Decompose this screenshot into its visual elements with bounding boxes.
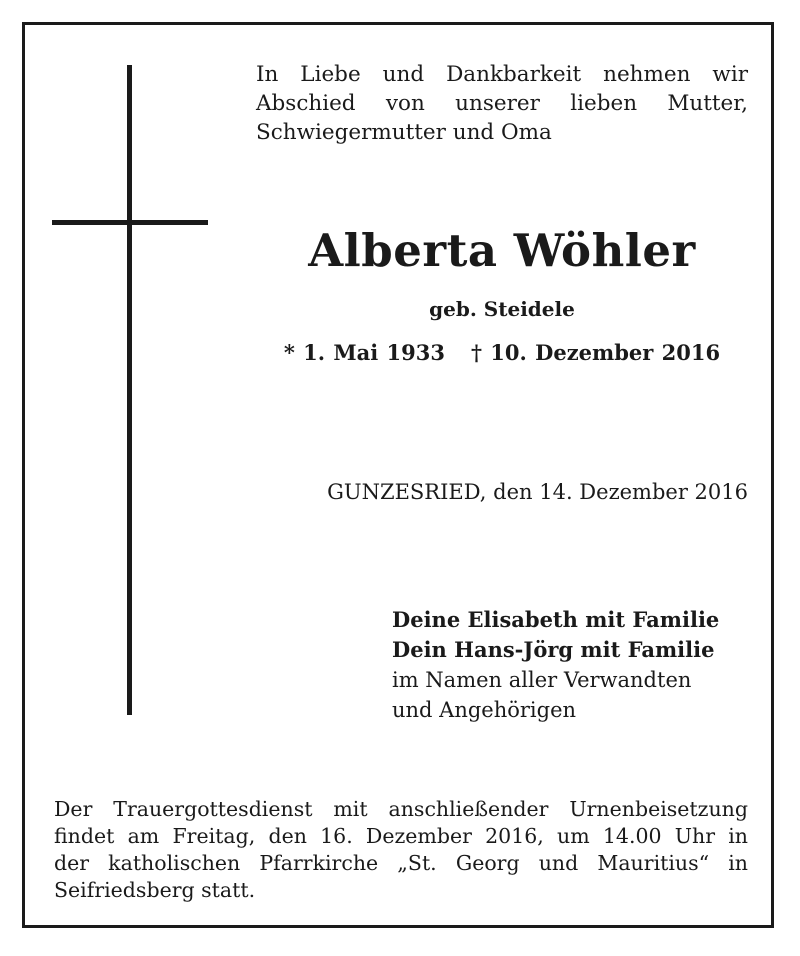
intro-line: Schwiegermutter und Oma — [256, 120, 552, 145]
birth-date: * 1. Mai 1933 — [283, 340, 446, 365]
cross-horizontal-bar — [52, 220, 208, 225]
deceased-name: Alberta Wöhler — [308, 224, 696, 277]
service-line: Seifriedsberg statt. — [54, 878, 256, 902]
service-announcement — [54, 796, 748, 904]
cross-vertical-bar — [127, 65, 132, 715]
intro-line: Abschied von unserer lieben Mutter, — [256, 91, 748, 116]
signer-line: und Angehörigen — [392, 698, 577, 722]
intro-text — [256, 60, 748, 147]
obituary-frame — [22, 22, 774, 928]
signers-block — [392, 605, 748, 725]
death-date: † 10. Dezember 2016 — [471, 340, 721, 365]
signer-line: im Namen aller Verwandten — [392, 668, 692, 692]
intro-line: In Liebe und Dankbarkeit nehmen wir — [256, 62, 748, 87]
service-line: Der Trauergottesdienst mit anschließender Urnenbeisetzung — [54, 797, 748, 821]
life-dates — [256, 340, 748, 365]
signer-line: Deine Elisabeth mit Familie — [392, 607, 720, 632]
service-line: der katholischen Pfarrkirche „St. Georg und Mauritius“ in — [54, 851, 748, 875]
signer-line: Dein Hans-Jörg mit Familie — [392, 637, 715, 662]
place-and-date: GUNZESRIED, den 14. Dezember 2016 — [327, 480, 748, 504]
birth-name: geb. Steidele — [429, 297, 575, 321]
service-line: findet am Freitag, den 16. Dezember 2016, um 14.00 Uhr in — [54, 824, 748, 848]
